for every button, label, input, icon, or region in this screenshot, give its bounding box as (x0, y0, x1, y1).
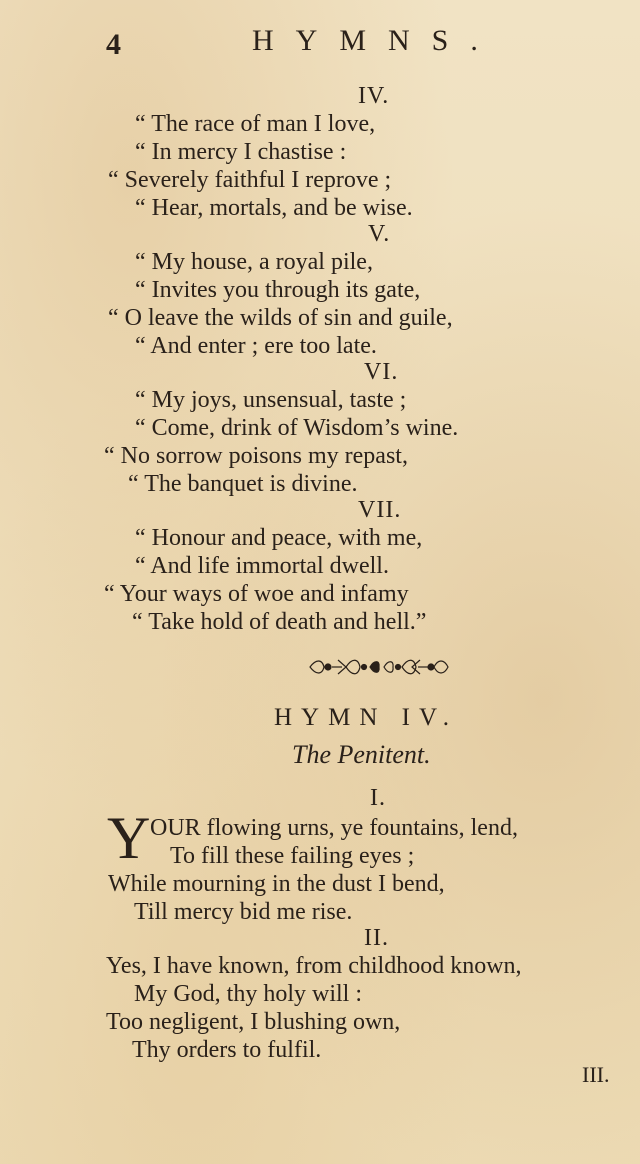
page-number: 4 (106, 28, 121, 61)
verse-line: “ In mercy I chastise : (135, 139, 347, 165)
verse-line: “ Invites you through its gate, (135, 277, 421, 303)
verse-line: “ Severely faithful I reprove ; (108, 167, 392, 193)
drop-cap: Y (107, 805, 151, 871)
verse-line: “ My house, a royal pile, (135, 249, 373, 275)
verse-line: OUR flowing urns, ye fountains, lend, (150, 815, 518, 841)
verse-line: “ The banquet is divine. (128, 471, 358, 497)
verse-line: “ The race of man I love, (135, 111, 376, 137)
verse-line: While mourning in the dust I bend, (108, 871, 445, 897)
verse-line: “ Hear, mortals, and be wise. (135, 195, 413, 221)
stanza-numeral-vii: VII. (358, 497, 402, 523)
verse-line: “ No sorrow poisons my repast, (104, 443, 408, 469)
catchword: III. (582, 1062, 610, 1087)
verse-line: Thy orders to fulfil. (132, 1037, 322, 1063)
stanza-numeral-i: I. (370, 785, 386, 811)
verse-line: Till mercy bid me rise. (134, 899, 353, 925)
verse-line: “ My joys, unsensual, taste ; (135, 387, 407, 413)
verse-line: My God, thy holy will : (134, 981, 363, 1007)
hymn-subtitle: The Penitent. (292, 740, 431, 769)
stanza-numeral-iv: IV. (358, 83, 390, 109)
verse-line: “ Your ways of woe and infamy (104, 581, 409, 607)
running-title: HYMNS. (252, 24, 500, 57)
verse-line: To fill these failing eyes ; (170, 843, 415, 869)
verse-line: Yes, I have known, from childhood known, (106, 953, 522, 979)
stanza-numeral-vi: VI. (364, 359, 399, 385)
verse-line: “ Honour and peace, with me, (135, 525, 423, 551)
verse-line: “ And life immortal dwell. (135, 553, 389, 579)
stanza-numeral-ii: II. (364, 925, 389, 951)
verse-line: “ Come, drink of Wisdom’s wine. (135, 415, 459, 441)
ornamental-divider-icon (308, 654, 450, 680)
hymn-title: HYMN IV. (274, 704, 459, 731)
verse-line: “ And enter ; ere too late. (135, 333, 377, 359)
verse-line: “ Take hold of death and hell.” (132, 609, 427, 635)
verse-line: Too negligent, I blushing own, (106, 1009, 401, 1035)
stanza-numeral-v: V. (368, 221, 391, 247)
verse-line: “ O leave the wilds of sin and guile, (108, 305, 453, 331)
